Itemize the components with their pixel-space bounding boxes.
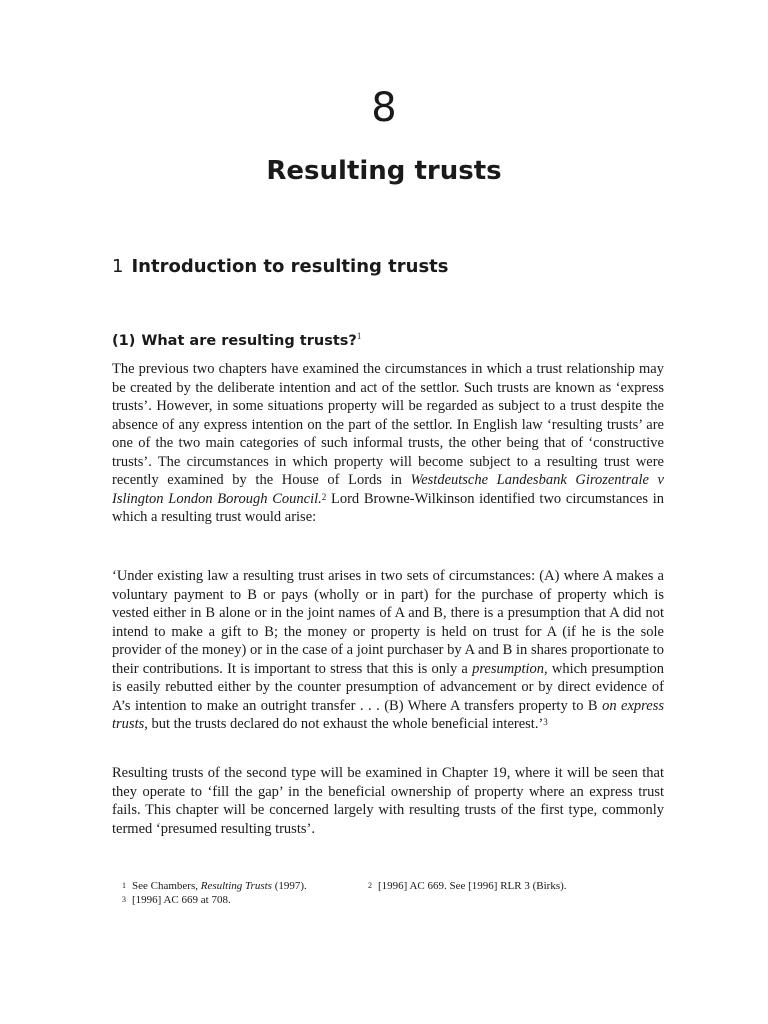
footnote-1 bbox=[122, 879, 307, 893]
section-title: Introduction to resulting trusts bbox=[131, 256, 449, 277]
footnote-text: See Chambers, bbox=[132, 880, 201, 892]
quote-emphasis-express-trusts: on express trusts bbox=[112, 697, 664, 732]
footnote-ref-1: 1 bbox=[356, 331, 362, 341]
subsection-title: What are resulting trusts? bbox=[141, 333, 357, 349]
intro-paragraph bbox=[112, 360, 664, 527]
quote-text-b: which presumption is easily rebutted either by the counter presumption of advancement or by direct evidence of A’s intention to make an outright transfer . . . (B) Where A transfers property to B bbox=[112, 660, 664, 714]
footnote-number: 1 bbox=[122, 881, 126, 890]
footnote-2 bbox=[368, 879, 567, 893]
chapter-number: 8 bbox=[371, 85, 397, 131]
footnote-book-title: Resulting Trusts bbox=[200, 880, 272, 892]
case-name: Westdeutsche Landesbank Girozentrale v Islington London Borough Council. bbox=[112, 472, 664, 507]
intro-text-b: Lord Browne-Wilkinson identified two circumstances in which a resulting trust would arise: bbox=[112, 490, 665, 525]
footnote-text: [1996] AC 669. See [1996] RLR 3 (Birks). bbox=[378, 880, 567, 892]
section-number: 1 bbox=[112, 256, 124, 277]
block-quote bbox=[112, 567, 664, 734]
subsection-number: (1) bbox=[112, 333, 136, 349]
quote-text-c: , but the trusts declared do not exhaust the whole beneficial interest.’ bbox=[144, 716, 544, 732]
footnote-text: [1996] AC 669 at 708. bbox=[132, 894, 231, 906]
quote-emphasis-presumption: presumption, bbox=[472, 660, 548, 677]
chapter-title: Resulting trusts bbox=[266, 156, 502, 186]
intro-text-a: The previous two chapters have examined the circumstances in which a trust relationship may be created by the deliberate intention and act of the settlor. Such trusts are known as ‘express trusts’. However, in some situations property will be regarded as subject to a trust despite the absence of any express intention on the part of the settlor. In English law ‘resulting trusts’ are one of the two main categories of such informal trusts, the other being that of ‘constructive trusts’. The circumstances in which property will become subject to a resulting trust were recently examined by the House of Lords in bbox=[112, 361, 664, 488]
subsection-heading bbox=[112, 331, 362, 349]
closing-paragraph: Resulting trusts of the second type will be examined in Chapter 19, where it will be seen that they operate to ‘fill the gap’ in the beneficial ownership of property where an express trust fails. This chapter will be concerned largely with resulting trusts of the first type, commonly termed ‘presumed resulting trusts’. bbox=[112, 765, 664, 837]
footnote-ref-2: 2 bbox=[321, 491, 327, 502]
footnote-number: 3 bbox=[122, 895, 126, 904]
section-heading bbox=[112, 258, 449, 276]
footnote-text-end: (1997). bbox=[271, 880, 307, 892]
footnote-ref-3: 3 bbox=[543, 717, 548, 727]
footnote-number: 2 bbox=[368, 881, 372, 890]
footnote-3 bbox=[122, 893, 231, 907]
quote-text-a: ‘Under existing law a resulting trust arises in two sets of circumstances: (A) where A makes a voluntary payment to B or pays (wholly or in part) for the purchase of property which is vested either in B alone or in the joint names of A and B, there is a presumption that A did not intend to make a gift to B; the money or property is held on trust for A (if he is the sole provider of the money) or in the case of a joint purchaser by A and B in shares proportionate to their contributions. It is important to stress that this is only a bbox=[112, 568, 664, 677]
